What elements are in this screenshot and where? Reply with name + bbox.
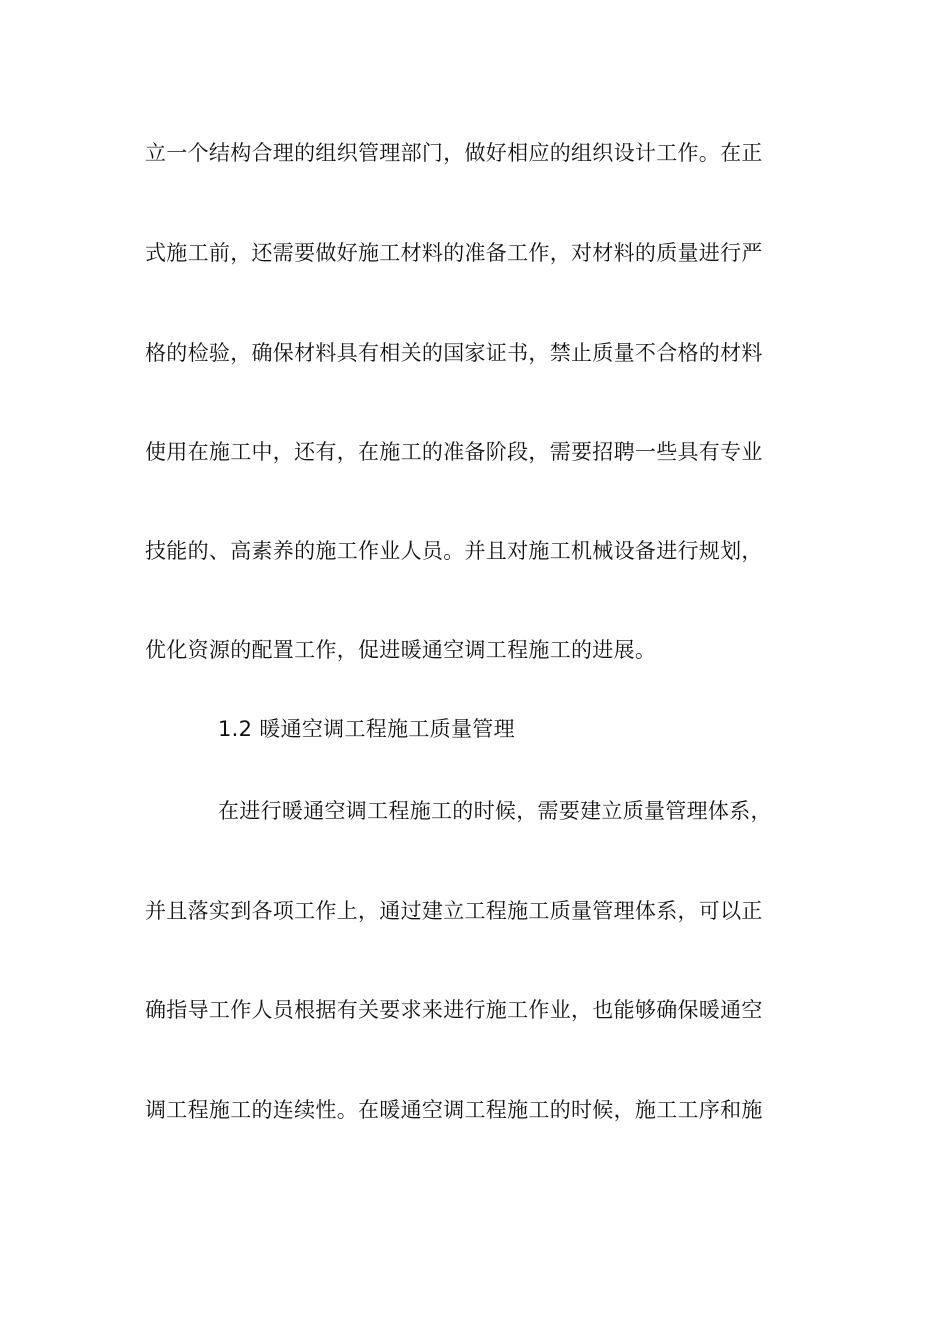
paragraph-line-4: 使用在施工中，还有，在施工的准备阶段，需要招聘一些具有专业 <box>145 440 763 464</box>
paragraph-line-3: 格的检验，确保材料具有相关的国家证书，禁止质量不合格的材料 <box>145 341 763 365</box>
section-heading: 1.2 暖通空调工程施工质量管理 <box>218 717 515 741</box>
paragraph2-line-3: 确指导工作人员根据有关要求来进行施工作业，也能够确保暖通空 <box>145 998 763 1022</box>
paragraph-line-6: 优化资源的配置工作，促进暖通空调工程施工的进展。 <box>145 638 657 662</box>
paragraph-line-1: 立一个结构合理的组织管理部门，做好相应的组织设计工作。在正 <box>145 141 763 165</box>
paragraph2-line-2: 并且落实到各项工作上，通过建立工程施工质量管理体系，可以正 <box>145 899 763 923</box>
paragraph-line-5: 技能的、高素养的施工作业人员。并且对施工机械设备进行规划， <box>145 539 763 563</box>
paragraph-line-2: 式施工前，还需要做好施工材料的准备工作，对材料的质量进行严 <box>145 241 763 265</box>
paragraph2-line-1: 在进行暖通空调工程施工的时候，需要建立质量管理体系， <box>218 799 772 823</box>
paragraph2-line-4: 调工程施工的连续性。在暖通空调工程施工的时候，施工工序和施 <box>145 1098 763 1122</box>
